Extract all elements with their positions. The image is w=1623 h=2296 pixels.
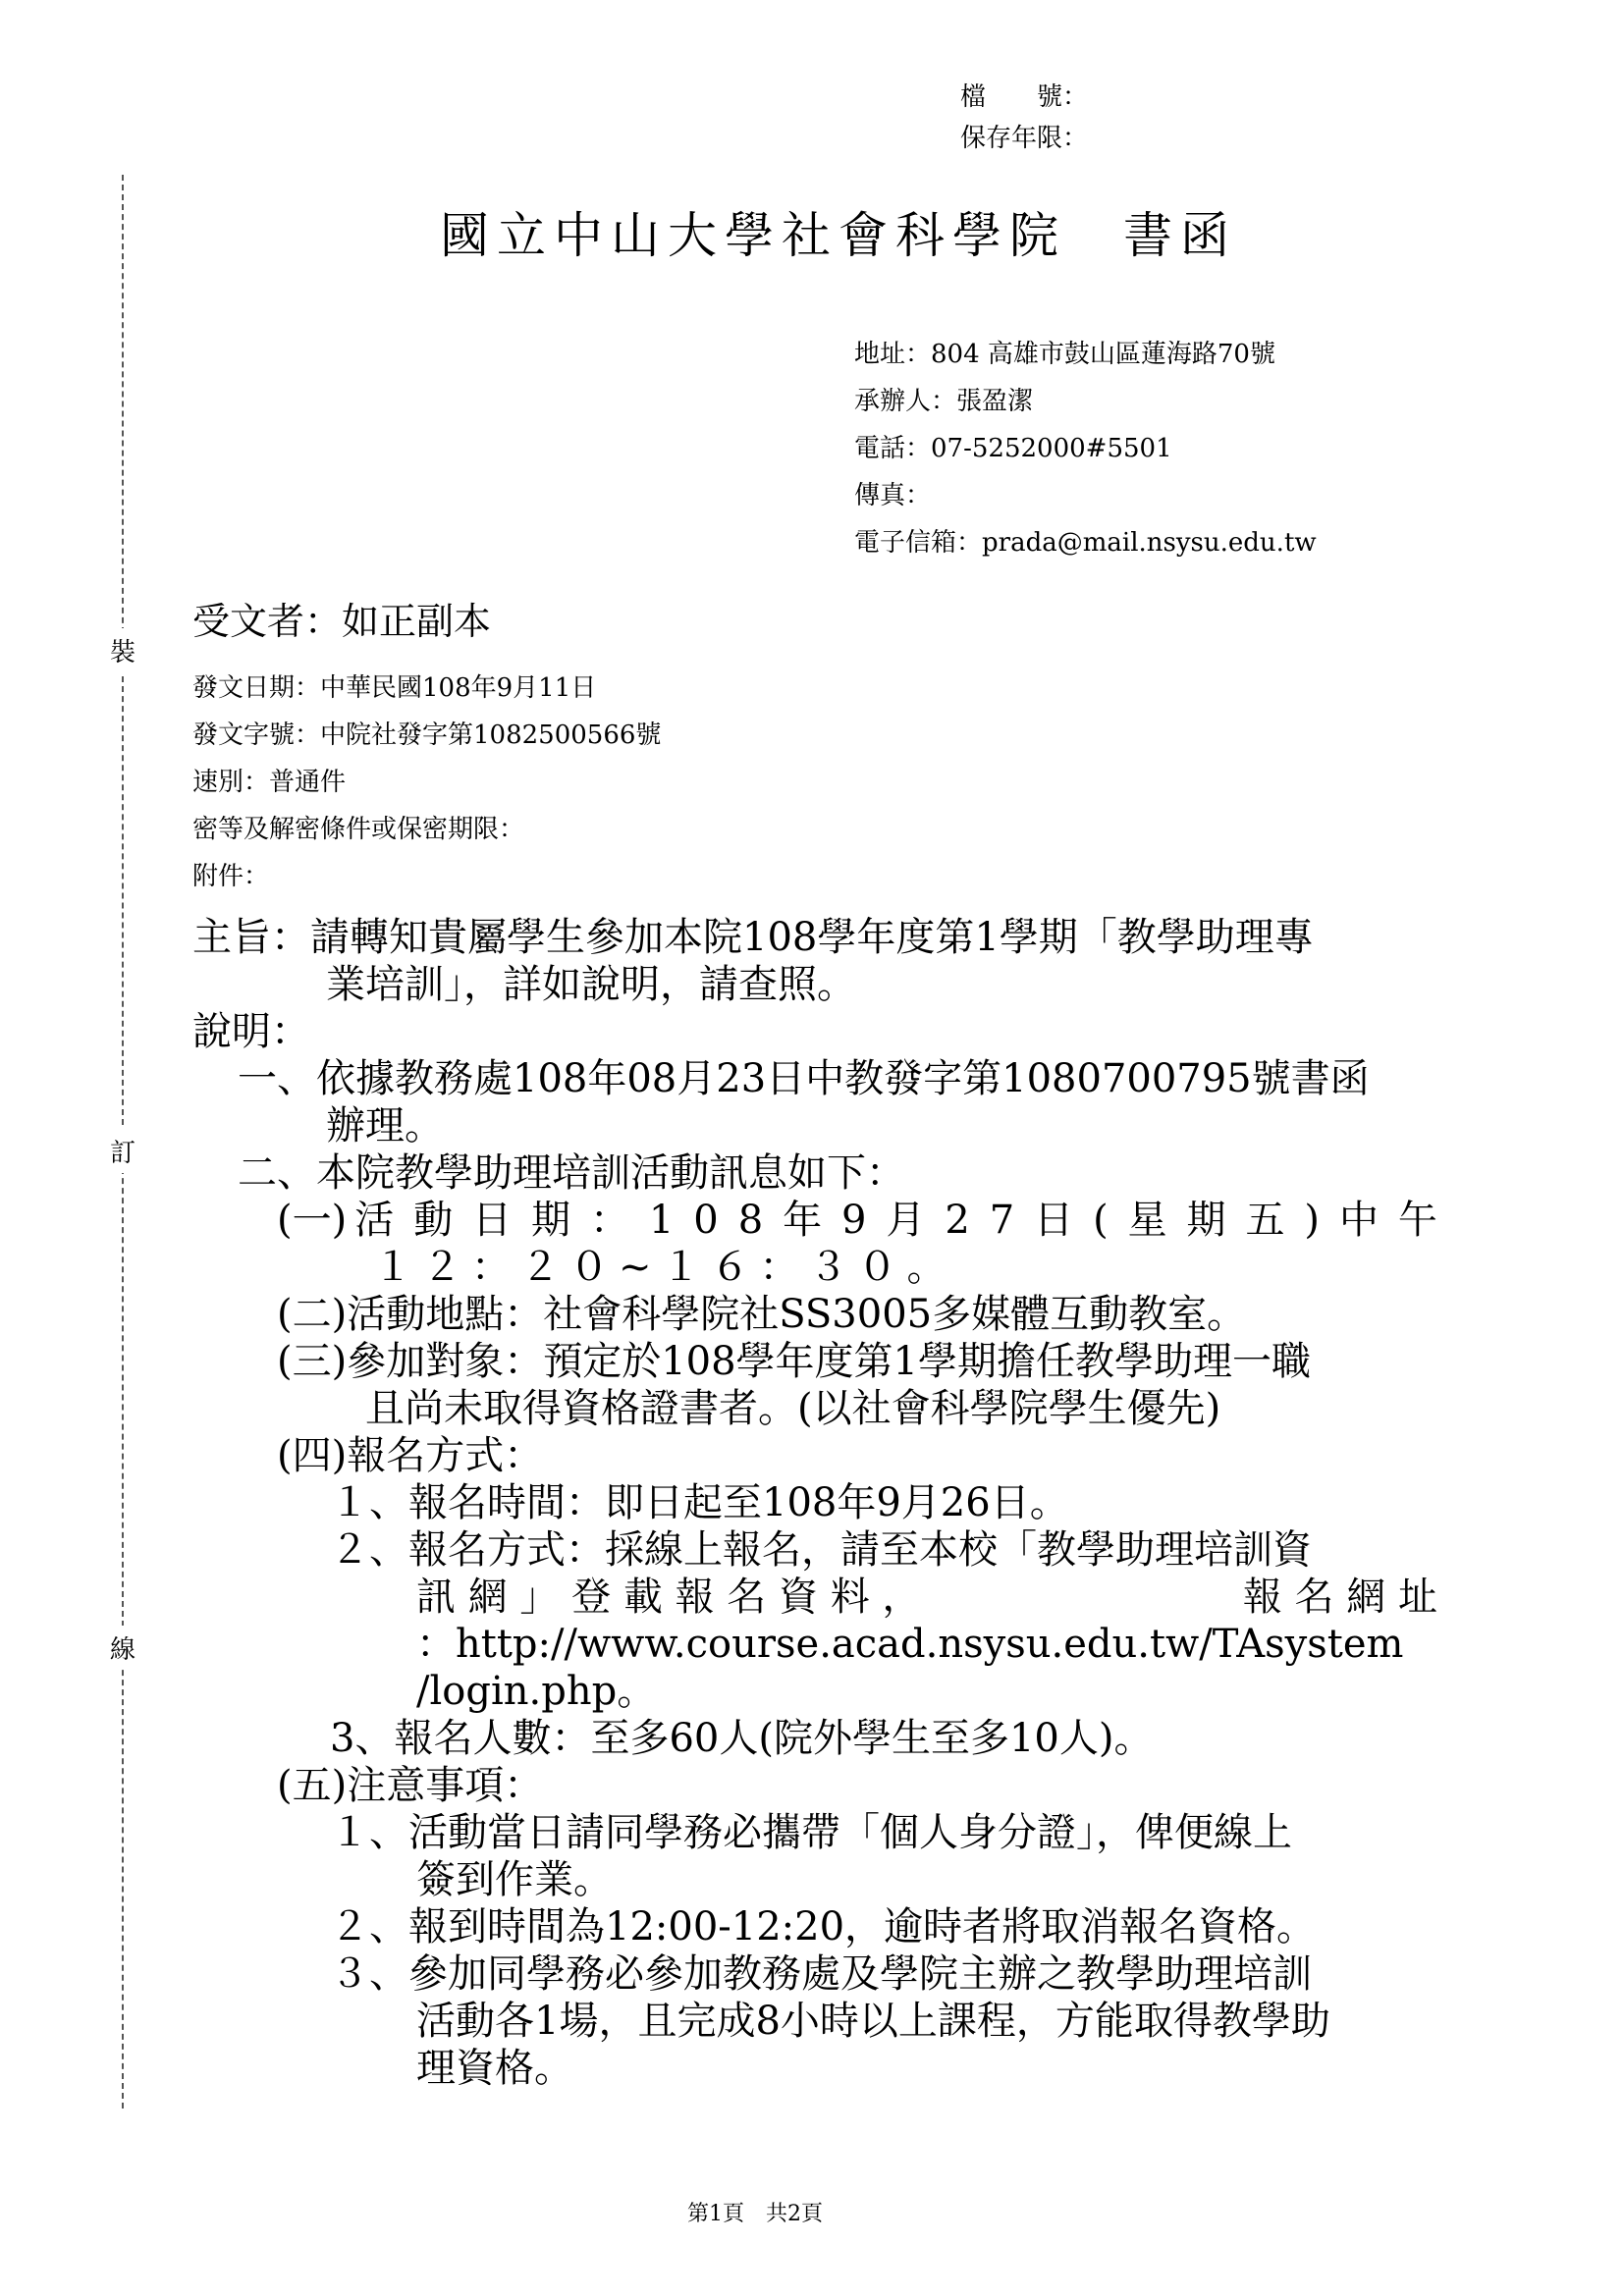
- sub-item-5-1-line-2: 簽到作業。: [416, 1857, 613, 1902]
- subject-line-2: 業培訓」，詳如說明，請查照。: [326, 962, 856, 1007]
- sub-item-1-char: 7: [989, 1198, 1015, 1243]
- sub-item-1-char: 期: [1186, 1198, 1226, 1243]
- sub-item-1-char: 8: [737, 1198, 764, 1243]
- delivery-speed: 速別：普通件: [192, 768, 347, 797]
- issue-date: 發文日期：中華民國108年9月11日: [192, 673, 597, 703]
- item-1-line-2: 辦理。: [326, 1103, 444, 1148]
- item-2: 二、本院教學助理培訓活動訊息如下：: [238, 1150, 905, 1196]
- subject-line-1: 主旨：請轉知貴屬學生參加本院108學年度第1學期「教學助理專: [192, 915, 1314, 960]
- sub-item-1-char: 日: [472, 1198, 513, 1243]
- sub-item-1-prefix: (一): [277, 1198, 348, 1243]
- registration-url-line-2[interactable]: /login.php。: [416, 1669, 657, 1714]
- binding-char-zhuang: 裝: [110, 628, 135, 672]
- sub-item-1-char: 日: [1034, 1198, 1074, 1243]
- sub-item-1-line-2: １２：２０~１６：３０。: [373, 1245, 956, 1290]
- binding-char-xian: 線: [110, 1626, 135, 1670]
- page-number: 第1頁 共2頁: [687, 2202, 823, 2226]
- sub-item-2: (二)活動地點：社會科學院社SS3005多媒體互動教室。: [277, 1292, 1247, 1337]
- sub-item-5-1-line-1: １、活動當日請同學務必攜帶「個人身分證」，俾便線上: [330, 1810, 1292, 1855]
- sender-contact: 承辦人：張盈潔: [854, 387, 1034, 416]
- sub-item-3-line-1: (三)參加對象：預定於108學年度第1學期擔任教學助理一職: [277, 1339, 1312, 1384]
- sub-item-5-3-line-1: ３、參加同學務必參加教務處及學院主辦之教學助理培訓: [330, 1951, 1312, 1997]
- sub-item-4: (四)報名方式：: [277, 1433, 544, 1478]
- sub-item-1-char: 1: [648, 1198, 675, 1243]
- registration-url-label: 報 名 網 址: [1242, 1575, 1437, 1620]
- registration-info-text: 訊 網 」 登 載 報 名 資 料 ，: [416, 1575, 922, 1620]
- sub-item-3-line-2: 且尚未取得資格證書者。(以社會科學院學生優先): [365, 1386, 1221, 1431]
- sub-item-1-char: 中: [1338, 1198, 1379, 1243]
- sub-item-1-char: ：: [589, 1198, 629, 1243]
- sub-item-5: (五)注意事項：: [277, 1763, 544, 1808]
- sub-item-4-2-line-1: ２、報名方式：採線上報名，請至本校「教學助理培訓資: [330, 1527, 1312, 1573]
- sub-item-1-char: 2: [945, 1198, 970, 1243]
- sub-item-1-char: 0: [693, 1198, 719, 1243]
- sender-phone: 電話：07-5252000#5501: [854, 434, 1172, 463]
- document-number: 發文字號：中院社發字第1082500566號: [192, 721, 662, 750]
- sub-item-1-char: 期: [531, 1198, 571, 1243]
- sub-item-1-text: [354, 1196, 1437, 1245]
- sub-item-1-char: 活: [354, 1198, 395, 1243]
- sub-item-5-3-line-3: 理資格。: [416, 2046, 573, 2091]
- sub-item-4-3: 3、報名人數：至多60人(院外學生至多10人)。: [330, 1716, 1154, 1761]
- sub-item-1-char: 年: [783, 1198, 823, 1243]
- item-1-line-1: 一、依據教務處108年08月23日中教發字第1080700795號書函: [238, 1056, 1370, 1101]
- attachment: 附件：: [192, 862, 270, 891]
- retention-period-label: 保存年限：: [960, 124, 1089, 153]
- sub-item-1-char: 星: [1127, 1198, 1167, 1243]
- document-title: 國立中山大學社會科學院 書函: [440, 207, 1237, 264]
- sub-item-1-char: 月: [886, 1198, 926, 1243]
- registration-url-line-1[interactable]: ：http://www.course.acad.nsysu.edu.tw/TAsystem: [416, 1622, 1404, 1667]
- sender-fax: 傳真：: [854, 481, 932, 510]
- binding-char-ding: 訂: [110, 1129, 135, 1173]
- explanation-label: 說明：: [192, 1009, 310, 1054]
- sub-item-1-char: 午: [1397, 1198, 1437, 1243]
- sub-item-5-2: ２、報到時間為12:00-12:20，逾時者將取消報名資格。: [330, 1904, 1317, 1949]
- sender-email: 電子信箱：prada@mail.nsysu.edu.tw: [854, 528, 1317, 558]
- sub-item-1-char: 五: [1245, 1198, 1285, 1243]
- recipient: 受文者：如正副本: [192, 600, 492, 643]
- sub-item-5-3-line-2: 活動各1場，且完成8小時以上課程，方能取得教學助: [416, 1999, 1330, 2044]
- secrecy-level: 密等及解密條件或保密期限：: [192, 815, 525, 844]
- sub-item-1-line-1: [277, 1196, 1437, 1245]
- sub-item-4-1: １、報名時間：即日起至108年9月26日。: [330, 1480, 1069, 1525]
- sender-address: 地址：804 高雄市鼓山區蓮海路70號: [854, 340, 1275, 369]
- file-number-label: 檔 號：: [960, 82, 1089, 112]
- sub-item-1-char: (: [1093, 1198, 1109, 1243]
- sub-item-1-char: 動: [413, 1198, 454, 1243]
- sub-item-1-char: ): [1304, 1198, 1321, 1243]
- sub-item-1-char: 9: [841, 1198, 867, 1243]
- sub-item-4-2-line-2: [416, 1573, 1437, 1622]
